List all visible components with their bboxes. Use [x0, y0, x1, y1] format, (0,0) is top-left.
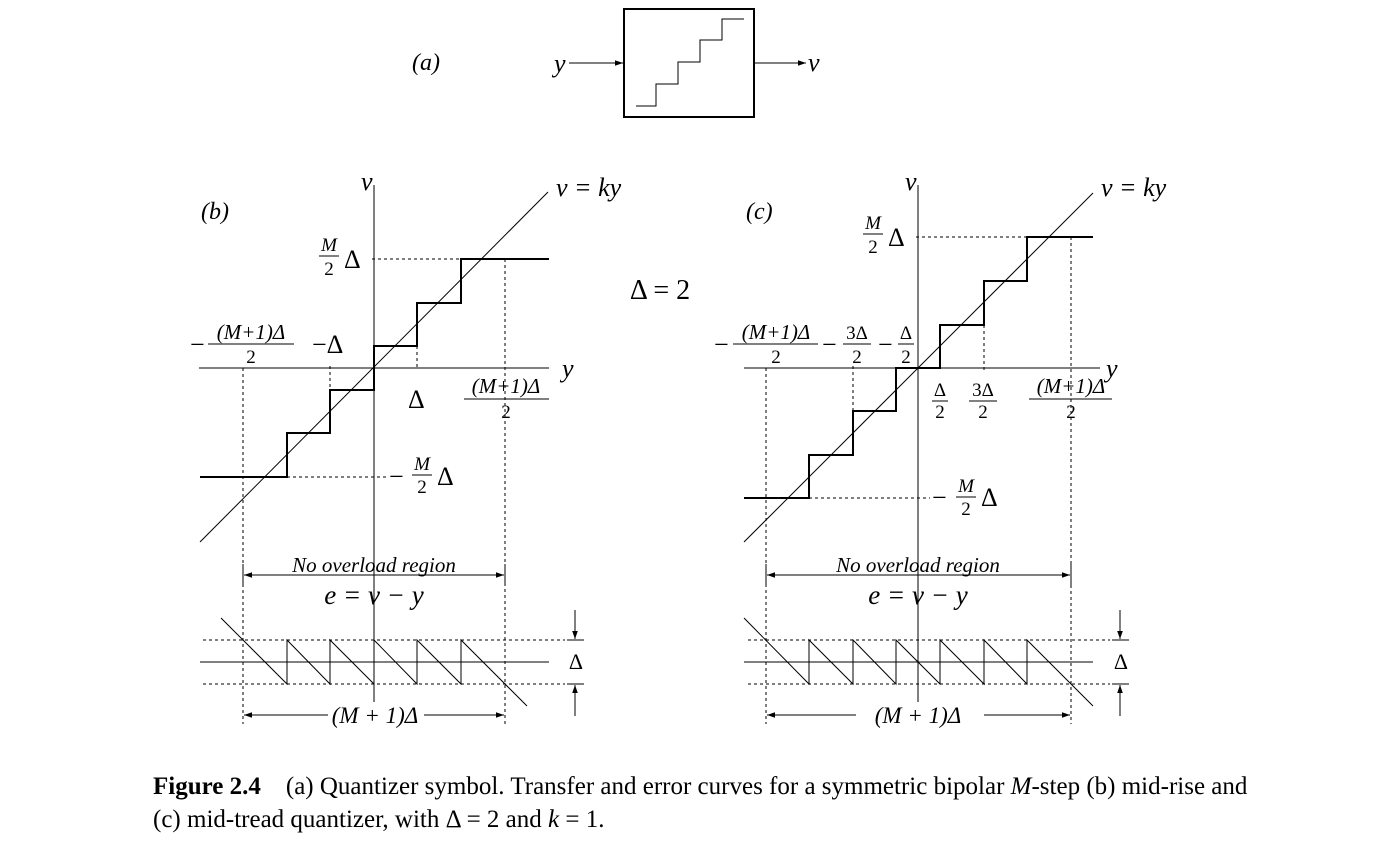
figure-caption	[153, 770, 1253, 836]
c-bottom-den: 2	[961, 499, 971, 520]
caption-text-2: -step (b) mid-rise and (c) mid-tread quantizer, with Δ = 2 and	[153, 773, 1248, 833]
caption-text-k: k	[548, 806, 560, 833]
b-left-den: 2	[246, 347, 256, 368]
c-bottom-sym: Δ	[981, 483, 998, 512]
quantizer-box	[624, 9, 754, 117]
c-left-den: 2	[771, 347, 781, 368]
c-left-sign: −	[714, 330, 729, 359]
b-v-axis-label: v	[361, 167, 373, 196]
c-y-axis-label: y	[1106, 354, 1118, 383]
panel-b	[190, 167, 622, 728]
c-left-num: (M+1)Δ	[741, 320, 811, 344]
b-top-den: 2	[324, 259, 334, 280]
c-top-num: M	[865, 213, 881, 234]
b-error-amp: Δ	[568, 649, 584, 674]
b-bottom-sym: Δ	[437, 462, 454, 491]
c-top-sym: Δ	[888, 223, 905, 252]
b-line-label: v = ky	[556, 173, 622, 202]
b-pos-delta: Δ	[408, 385, 425, 414]
caption-text-3: = 1.	[559, 806, 605, 833]
panel-a	[412, 9, 820, 117]
c-line-label: v = ky	[1101, 173, 1167, 202]
c-neg3-den: 2	[852, 347, 862, 368]
b-left-sign: −	[190, 330, 205, 359]
c-neg3-num: 3Δ	[846, 323, 868, 344]
quantizer-staircase-icon	[636, 19, 744, 106]
c-bottom-sign: −	[932, 483, 947, 512]
delta-equation: Δ = 2	[629, 275, 691, 306]
b-error-eq: e = v − y	[324, 580, 424, 610]
c-pos3-num: 3Δ	[972, 380, 994, 401]
b-neg-delta: −Δ	[312, 330, 344, 359]
caption-text-m: M	[1010, 773, 1032, 800]
b-bottom-sign: −	[389, 462, 404, 491]
b-bottom-den: 2	[417, 477, 427, 498]
c-top-den: 2	[868, 237, 878, 258]
panel-c-label: (c)	[746, 199, 773, 225]
input-label: y	[554, 49, 566, 78]
c-neg3-sign: −	[822, 330, 837, 359]
b-y-axis-label: y	[562, 354, 574, 383]
panel-b-label: (b)	[201, 199, 229, 225]
c-neghalf-sign: −	[878, 330, 893, 359]
b-top-num: M	[321, 235, 337, 256]
b-top-sym: Δ	[344, 245, 361, 274]
c-error-amp: Δ	[1113, 649, 1129, 674]
b-right-num: (M+1)Δ	[471, 374, 541, 398]
b-bottom-num: M	[414, 454, 430, 475]
b-right-den: 2	[501, 402, 511, 423]
figure-label: Figure 2.4	[153, 773, 261, 800]
c-poshalf-num: Δ	[933, 380, 947, 401]
c-right-num: (M+1)Δ	[1036, 374, 1106, 398]
c-region-label: No overload region	[836, 553, 1000, 577]
c-poshalf-den: 2	[935, 402, 945, 423]
output-label: v	[808, 48, 820, 77]
c-error-eq: e = v − y	[868, 580, 968, 610]
b-left-num: (M+1)Δ	[216, 320, 286, 344]
b-region-label: No overload region	[292, 553, 456, 577]
panel-a-label: (a)	[412, 50, 440, 76]
c-v-axis-label: v	[905, 167, 917, 196]
panel-c	[714, 167, 1167, 728]
c-pos3-den: 2	[978, 402, 988, 423]
c-bottom-num: M	[958, 476, 974, 497]
c-error-span: (M + 1)Δ	[874, 703, 962, 728]
b-error-span: (M + 1)Δ	[331, 703, 419, 728]
caption-text-1: (a) Quantizer symbol. Transfer and error curves for a symmetric bipolar	[285, 773, 1011, 800]
c-neghalf-den: 2	[901, 347, 911, 368]
c-right-den: 2	[1066, 402, 1076, 423]
c-neghalf-num: Δ	[899, 323, 913, 344]
